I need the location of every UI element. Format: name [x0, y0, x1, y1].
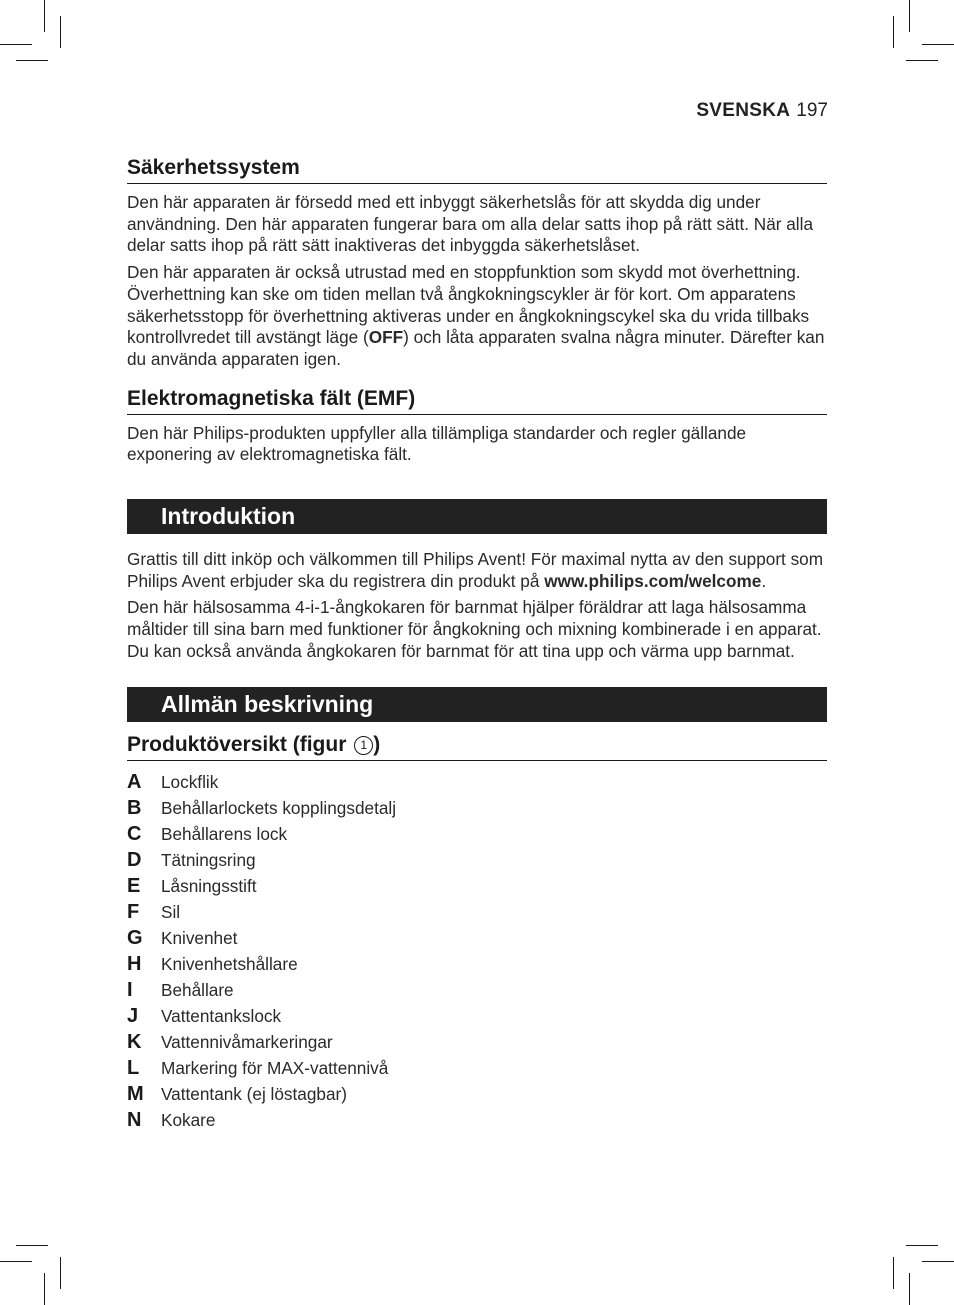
part-letter: K	[127, 1030, 142, 1053]
text-run: .	[761, 570, 767, 591]
crop-mark	[909, 1273, 910, 1305]
list-item	[127, 1081, 827, 1107]
page-number: 197	[796, 100, 828, 121]
section-bar-intro: Introduktion	[127, 499, 827, 534]
part-label: Kokare	[161, 1109, 216, 1130]
crop-mark	[906, 1245, 938, 1246]
text-run: Grattis till ditt inköp och välkommen till Philips Avent! För maximal nytta av den support som Philips Avent erbjuder ska du registrera din produkt på	[127, 549, 824, 591]
text-run: Produktöversikt (figur	[127, 732, 353, 756]
crop-mark	[60, 1257, 61, 1289]
part-letter: F	[127, 900, 140, 923]
part-label: Markering för MAX-vattennivå	[161, 1057, 389, 1078]
safety-paragraph-1: Den här apparaten är försedd med ett inbyggt säkerhetslås för att skydda dig under användning. Den här apparaten fungerar bara om alla delar satts ihop på rätt sätt. När alla delar satts ihop på rätt sätt inaktiveras det inbyggda säkerhetslåset.	[127, 192, 814, 256]
part-letter: C	[127, 822, 142, 845]
crop-mark	[893, 1257, 894, 1289]
list-item	[127, 769, 827, 795]
list-item	[127, 1029, 827, 1055]
crop-mark	[16, 1245, 48, 1246]
intro-paragraph-1	[127, 549, 827, 592]
language-label: SVENSKA	[696, 100, 791, 121]
list-item	[127, 1055, 827, 1081]
figure-number-badge: 1	[354, 736, 373, 755]
part-label: Behållare	[161, 979, 234, 1000]
crop-mark	[16, 60, 48, 61]
part-label: Låsningsstift	[161, 875, 257, 896]
text-run: Den här apparaten är också utrustad med en stoppfunktion som skydd mot överhettning. Överhettning kan ske om tiden mellan två ångkokningscykler är för kort. Om apparatens säkerhetsstopp för överhettning aktiveras under en ångkokningscykel ska du vrida tillbaks kontrollvredet till avstängt läge (	[127, 262, 810, 348]
part-letter: G	[127, 926, 143, 949]
section-heading-safety: Säkerhetssystem	[127, 154, 827, 184]
website-link[interactable]: www.philips.com/welcome	[544, 570, 762, 591]
crop-mark	[893, 16, 894, 48]
safety-paragraph-2	[127, 262, 827, 371]
parts-list	[127, 769, 827, 1133]
part-letter: D	[127, 848, 142, 871]
page-header	[696, 100, 828, 122]
list-item	[127, 899, 827, 925]
list-item	[127, 1003, 827, 1029]
text-run: ) och låta apparaten svalna några minuter. Därefter kan du använda apparaten igen.	[127, 327, 825, 369]
list-item	[127, 873, 827, 899]
list-item	[127, 795, 827, 821]
intro-paragraph-2: Den här hälsosamma 4-i-1-ångkokaren för barnmat hjälper föräldrar att laga hälsosamma måltider till sina barn med funktioner för ångkokning och mixning kombinerade i en apparat. Du kan också använda ångkokaren för barnmat för att tina upp och värma upp barnmat.	[127, 597, 822, 661]
part-letter: N	[127, 1108, 142, 1131]
part-letter: H	[127, 952, 142, 975]
part-label: Vattentankslock	[161, 1005, 282, 1026]
part-label: Vattentank (ej löstagbar)	[161, 1083, 347, 1104]
section-bar-general: Allmän beskrivning	[127, 687, 827, 722]
page-content	[127, 154, 827, 1133]
list-item	[127, 925, 827, 951]
part-letter: B	[127, 796, 142, 819]
crop-mark	[0, 1261, 32, 1262]
list-item	[127, 1107, 827, 1133]
crop-mark	[0, 44, 32, 45]
crop-mark	[906, 60, 938, 61]
part-letter: J	[127, 1004, 139, 1027]
text-run: )	[373, 732, 381, 756]
part-letter: I	[127, 978, 133, 1001]
part-letter: A	[127, 770, 142, 793]
emf-paragraph: Den här Philips-produkten uppfyller alla tillämpliga standarder och regler gällande exponering av elektromagnetiska fält.	[127, 422, 747, 465]
list-item	[127, 951, 827, 977]
product-overview-heading	[127, 731, 827, 761]
crop-mark	[909, 0, 910, 32]
crop-mark	[44, 1273, 45, 1305]
part-label: Behållarlockets kopplingsdetalj	[161, 797, 397, 818]
crop-mark	[922, 44, 954, 45]
list-item	[127, 847, 827, 873]
part-label: Behållarens lock	[161, 823, 288, 844]
off-label: OFF	[368, 327, 404, 348]
crop-mark	[60, 16, 61, 48]
part-label: Tätningsring	[161, 849, 256, 870]
part-letter: E	[127, 874, 141, 897]
list-item	[127, 821, 827, 847]
list-item	[127, 977, 827, 1003]
part-letter: L	[127, 1056, 140, 1079]
part-label: Sil	[161, 901, 181, 922]
part-letter: M	[127, 1082, 144, 1105]
crop-mark	[44, 0, 45, 32]
section-heading-emf: Elektromagnetiska fält (EMF)	[127, 385, 827, 415]
part-label: Vattennivåmarkeringar	[161, 1031, 333, 1052]
crop-mark	[922, 1261, 954, 1262]
part-label: Knivenhet	[161, 927, 238, 948]
part-label: Lockflik	[161, 771, 219, 792]
part-label: Knivenhetshållare	[161, 953, 298, 974]
